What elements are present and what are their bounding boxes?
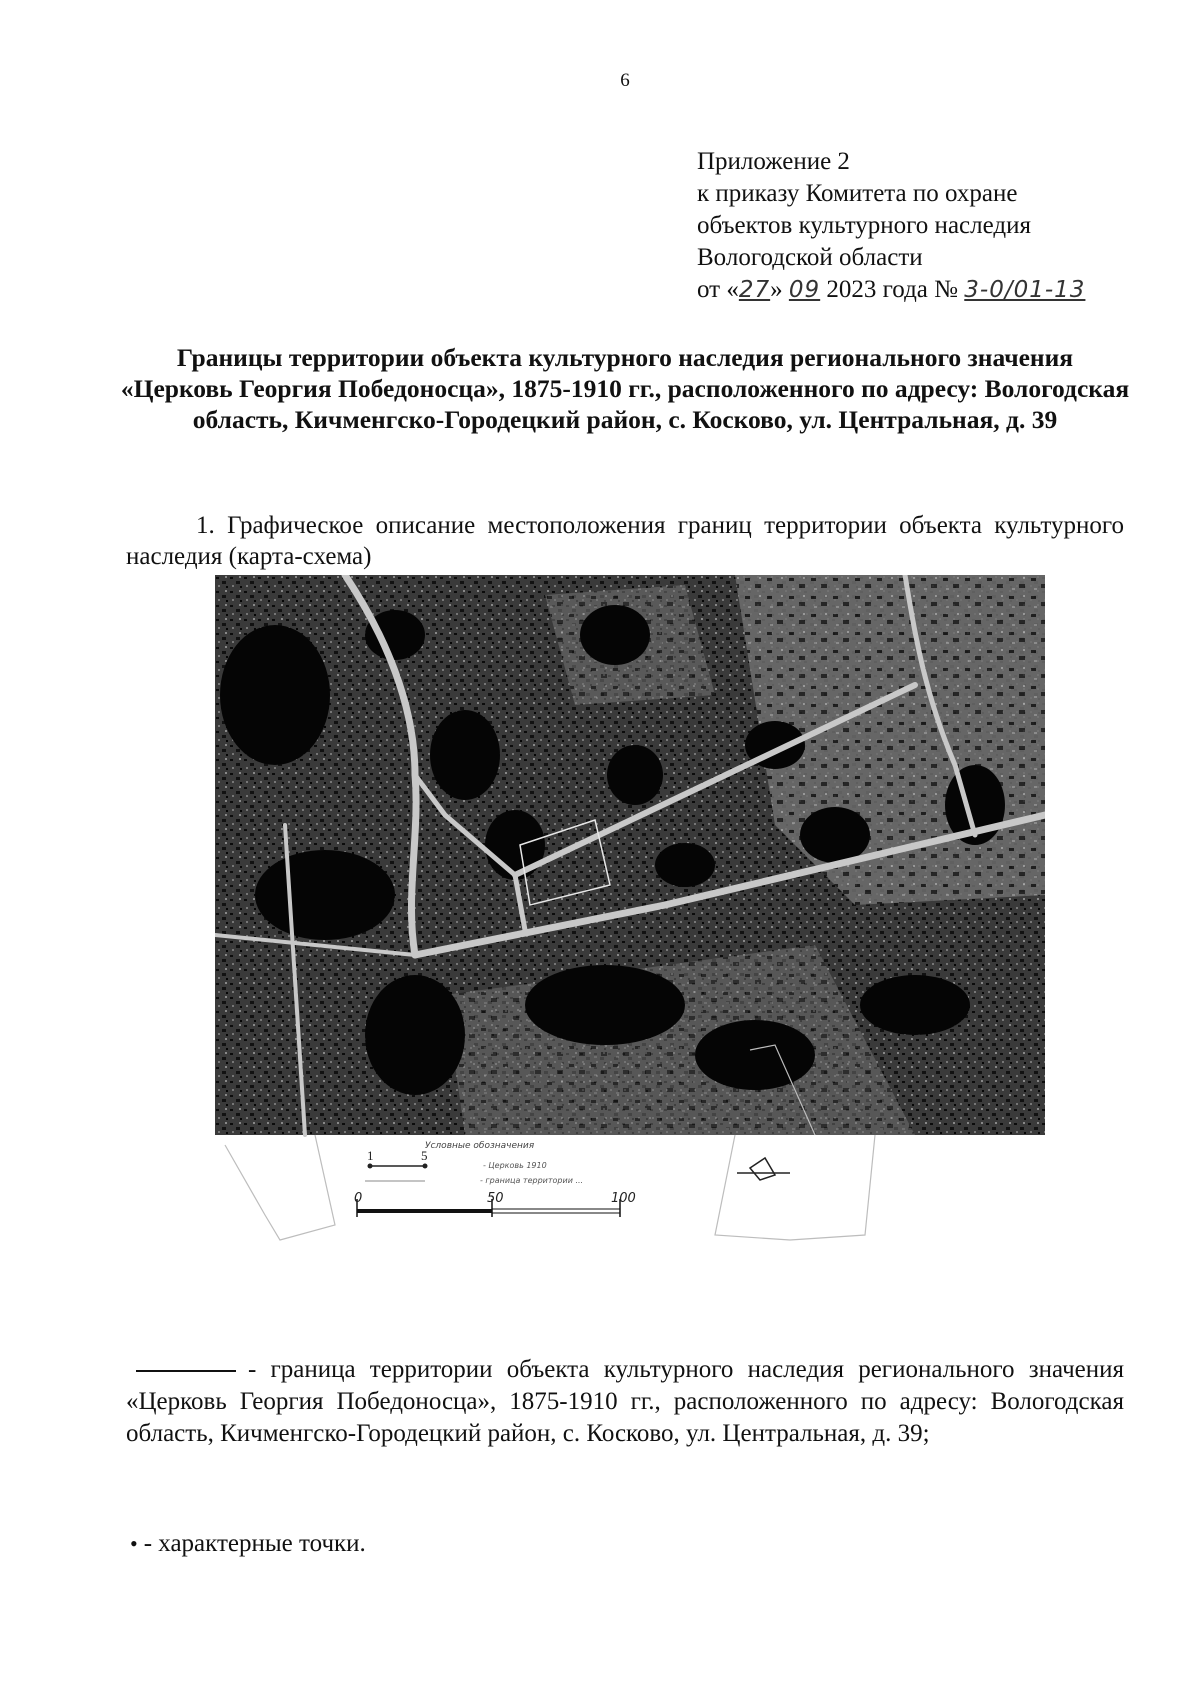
legend-point-icon <box>423 1164 428 1169</box>
page-number: 6 <box>620 70 630 91</box>
scale-label: 0 <box>354 1191 363 1206</box>
point-marker-icon: • <box>130 1531 138 1556</box>
appendix-line: объектов культурного наследия <box>697 212 1031 239</box>
north-arrow-icon <box>737 1158 790 1180</box>
legend-points <box>130 1530 366 1558</box>
section-1-heading: 1. Графическое описание местоположения границ территории объекта культурного наследия (карта-схема) <box>126 512 1124 570</box>
date-mid: » <box>770 276 789 303</box>
document-title: Границы территории объекта культурного наследия регионального значения «Церковь Георгия Победоносца», 1875-1910 гг., расположенного по адресу: Вологодская область, Кичменгско-Городецкий район, с. Косково, ул. Центральная, д. 39 <box>120 343 1130 434</box>
map-legend-heading: Условные обозначения <box>425 1141 535 1151</box>
legend-item: - граница территории ... <box>480 1176 584 1185</box>
legend-boundary <box>126 1354 1124 1450</box>
boundary-line-symbol <box>136 1370 236 1372</box>
legend-point-icon <box>368 1164 373 1169</box>
boundary-description: - граница территории объекта культурного наследия регионального значения «Церковь Георгия Победоносца», 1875-1910 гг., расположенного по адресу: Вологодская область, Кичменгско-Городецкий район, с. Косково, ул. Центральная, д. 39; <box>126 1356 1124 1447</box>
appendix-date-line <box>697 274 1085 306</box>
points-description: - характерные точки. <box>143 1530 366 1557</box>
map-scheme <box>215 575 1045 1275</box>
appendix-block <box>697 146 1085 306</box>
legend-item: - Церковь 1910 <box>483 1161 547 1170</box>
handwritten-month: 09 <box>788 277 821 303</box>
scale-bar <box>354 1191 636 1217</box>
handwritten-day: 27 <box>738 277 771 303</box>
map-svg <box>215 575 1045 1275</box>
appendix-line: к приказу Комитета по охране <box>697 180 1018 207</box>
scale-label: 100 <box>611 1191 636 1206</box>
appendix-line: Приложение 2 <box>697 148 850 175</box>
scale-label: 50 <box>487 1191 504 1206</box>
date-suffix: 2023 года № <box>820 276 965 303</box>
handwritten-order-number: 3-0/01-13 <box>964 277 1086 303</box>
date-prefix: от « <box>697 276 739 303</box>
map-legend <box>354 1141 790 1217</box>
legend-point-label: 1 <box>367 1148 374 1163</box>
appendix-line: Вологодской области <box>697 244 923 271</box>
legend-point-label: 5 <box>421 1148 428 1163</box>
